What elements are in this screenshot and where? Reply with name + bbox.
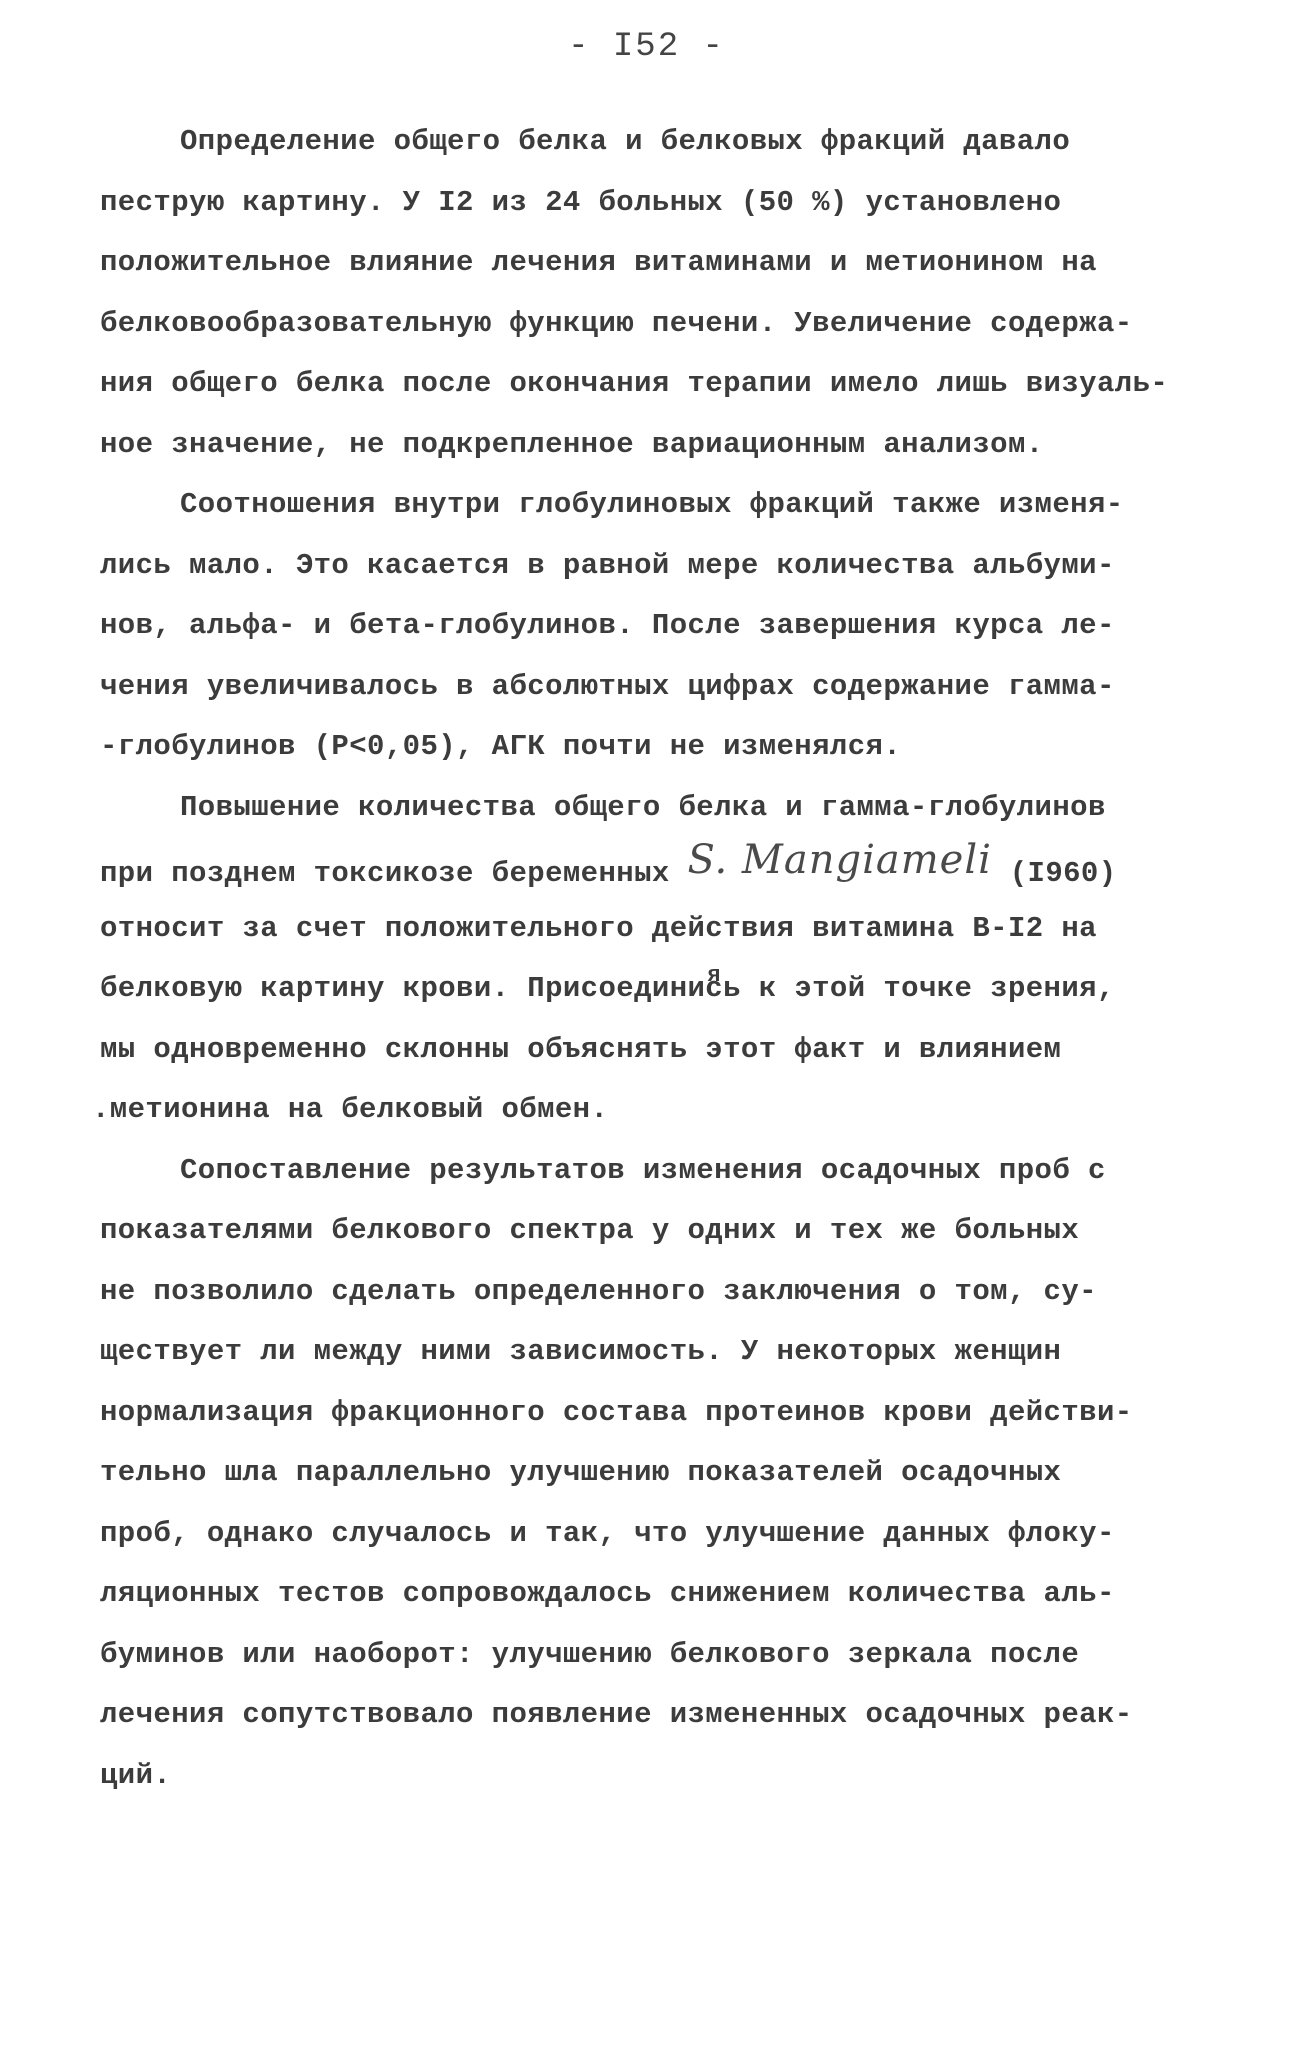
paragraph-3 — [92, 778, 1210, 1141]
text-line: буминов или наоборот: улучшению белкового зеркала после — [100, 1637, 1080, 1671]
text-line: показателями белкового спектра у одних и тех же больных — [100, 1214, 1080, 1247]
text-line: ния общего белка после окончания терапии имело лишь визуаль- — [100, 367, 1169, 400]
text-line: белковообразовательную функцию печени. Увеличение содержа- — [100, 306, 1133, 340]
text-line: нов, альфа- и бета-глобулинов. После завершения курса ле- — [100, 609, 1115, 642]
text-line: тельно шла параллельно улучшению показателей осадочных — [100, 1456, 1062, 1489]
text-line: ществует ли между ними зависимость. У некоторых женщин — [100, 1335, 1062, 1368]
text-line: положительное влияние лечения витаминами и метионином на — [100, 246, 1097, 279]
page-number: - I52 - — [568, 28, 725, 66]
text-segment: при позднем токсикозе беременных — [100, 857, 688, 890]
paragraph-4 — [100, 1141, 1210, 1807]
text-line: лись мало. Это касается в равной мере количества альбуми- — [100, 548, 1115, 582]
text-line: проб, однако случалось и так, что улучшение данных флоку- — [100, 1516, 1115, 1550]
text-line: мы одновременно склонны объяснять этот факт и влиянием — [100, 1032, 1062, 1066]
text-line: .метионина на белковый обмен. — [92, 1093, 609, 1126]
text-line: Повышение количества общего белка и гамма-глобулинов — [180, 790, 1106, 824]
text-line: относит за счет положительного действия витамина В-I2 на — [100, 911, 1097, 945]
text-line: Соотношения внутри глобулиновых фракций также изменя- — [180, 488, 1124, 521]
paragraph-2 — [100, 475, 1210, 778]
text-line: не позволило сделать определенного заключения о том, су- — [100, 1274, 1097, 1308]
text-line: ное значение, не подкрепленное вариационным анализом. — [100, 427, 1044, 461]
text-line: пеструю картину. У I2 из 24 больных (50 %) установлено — [100, 185, 1062, 219]
paragraph-1 — [100, 112, 1210, 475]
text-line: ляционных тестов сопровождалось снижением количества аль- — [100, 1577, 1115, 1610]
text-line: нормализация фракционного состава протеинов крови действи- — [100, 1395, 1133, 1429]
handwritten-author-name: S. Mangiameli — [687, 837, 992, 883]
text-segment: белковую картину крови. Присоедини — [100, 972, 706, 1005]
text-line: Сопоставление результатов изменения осадочных проб с — [180, 1153, 1106, 1187]
document-body — [92, 112, 1210, 1806]
text-line: лечения сопутствовало появление измененных осадочных реак- — [100, 1698, 1133, 1731]
text-line: ций. — [100, 1758, 172, 1792]
text-line: чения увеличивалось в абсолютных цифрах содержание гамма- — [100, 669, 1115, 703]
text-segment: ь к этой точке зрения, — [723, 972, 1115, 1005]
text-line-with-handwriting — [100, 838, 1210, 899]
text-line: -глобулинов (Р<0,05), АГК почти не изменялся. — [100, 730, 902, 763]
text-segment: (I960) — [991, 857, 1117, 890]
text-line-with-correction — [100, 959, 1210, 1020]
handwritten-correction-mark: с я — [705, 972, 723, 1005]
text-line: Определение общего белка и белковых фракций давало — [180, 125, 1071, 158]
